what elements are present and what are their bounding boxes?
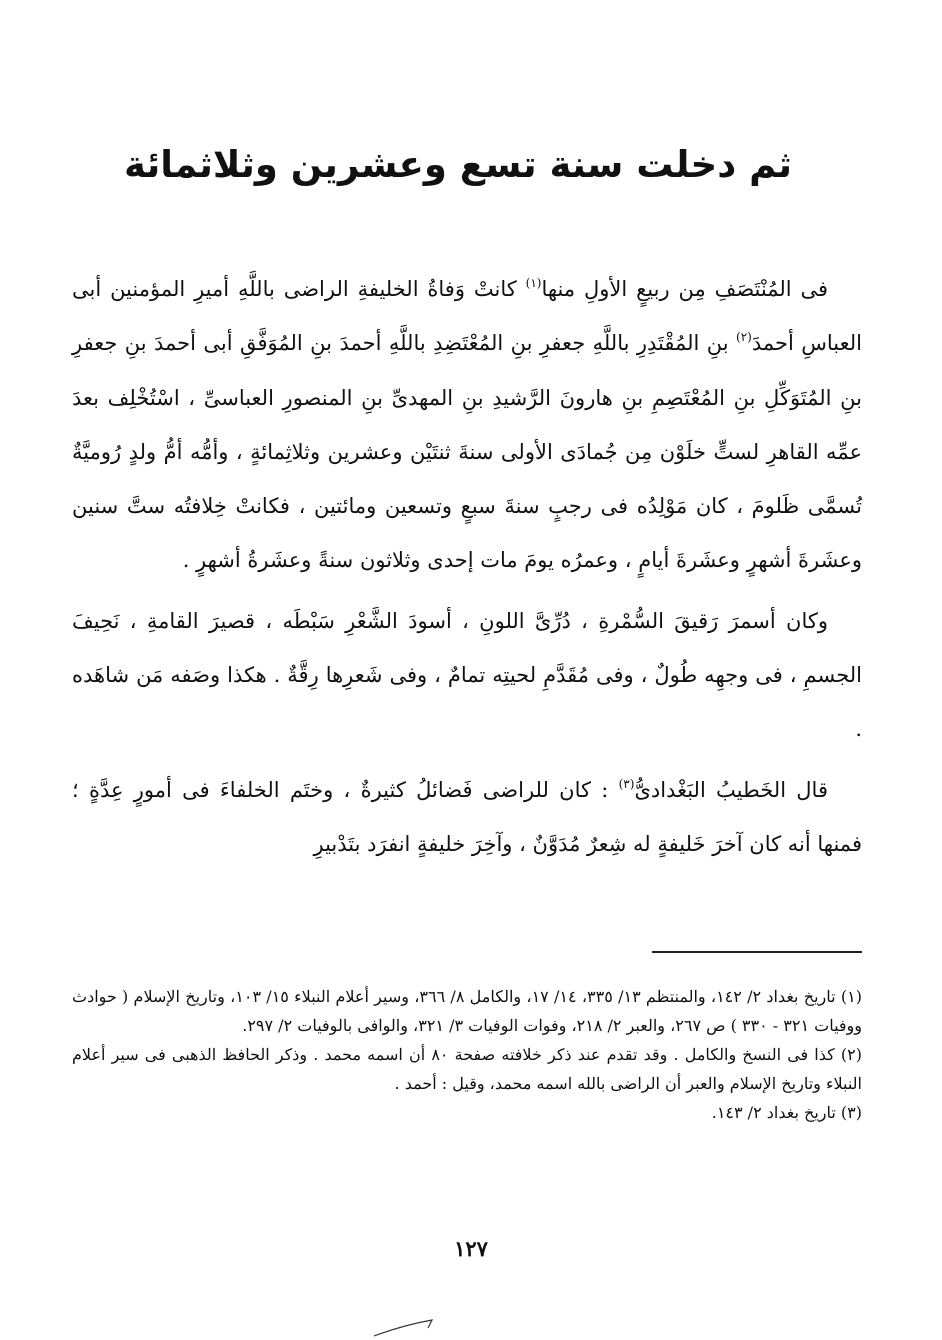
- footnote-2: (٢) كذا فى النسخ والكامل . وقد تقدم عند ذكر خلافته صفحة ٨٠ أن اسمه محمد . وذكر الحافظ الذهبى فى سير أعلام النبلاء وتاريخ الإسلام والعبر أن الراضى بالله اسمه محمد، وقيل : أحمد .: [72, 1045, 862, 1093]
- footnote-separator: [652, 951, 862, 953]
- pen-mark: [370, 1312, 440, 1340]
- footnote-ref-1[interactable]: (١): [525, 276, 542, 290]
- paragraph-1: [72, 262, 862, 588]
- paragraph-3-part-2: : كان للراضى فَضائلُ كثيرةٌ ، وختَم الخلفاءَ فى أمورٍ عِدَّةٍ ؛ فمنها أنه كان آخرَ خَليفةٍ له شِعرٌ مُدَوَّنٌ ، وآخِرَ خليفةٍ انفرَد بتَدْبيرِ: [72, 777, 862, 856]
- footnote-1: (١) تاريخ بغداد ٢/ ١٤٢، والمنتظم ١٣/ ٣٣٥، ١٤/ ١٧، والكامل ٨/ ٣٦٦، وسير أعلام النبلاء ١٥/ ١٠٣، وتاريخ الإسلام ( حوادث ووفيات ٣٢١ - ٣٣٠ ) ص ٢٦٧، والعبر ٢/ ٢١٨، وفوات الوفيات ٣/ ٣٢١، والوافى بالوفيات ٢/ ٢٩٧.: [72, 987, 862, 1035]
- paragraph-1-part-1: فى المُنْتَصَفِ مِن ربيعٍ الأولِ منها: [541, 277, 829, 301]
- footnote-ref-2[interactable]: (٢): [736, 330, 752, 345]
- main-text: [72, 262, 862, 871]
- paragraph-2: وكان أسمرَ رَقيقَ السُّمْرةِ ، دُرِّىَّ اللونِ ، أسودَ الشَّعْرِ سَبْطَه ، قصيرَ القامةِ ، نَحِيفَ الجسمِ ، فى وجهِه طُولٌ ، وفى مُقَدَّمِ لحيتِه تمامٌ ، وفى شَعرِها رِقَّةٌ . هكذا وصَفه مَن شاهَده .: [72, 608, 862, 742]
- paragraph-1-part-3: بنِ المُقْتَدِرِ باللَّهِ جعفرِ بنِ المُعْتَضِدِ باللَّهِ أحمدَ بنِ المُوَفَّقِ أبى أحمدَ بنِ جعفرِ بنِ المُتَوَكِّلِ بنِ المُعْتَصِمِ بنِ هارونَ الرَّشيدِ بنِ المهدىِّ بنِ المنصورِ العباسىِّ ، اسْتُخْلِف بعدَ عمِّه القاهرِ لستٍّ خلَوْن مِن جُمادَى الأولى سنةَ ثنتَيْن وعشرين وثلاثِمائةٍ ، وأمُّه أمُّ ولدٍ رُوميَّةٌ تُسمَّى ظَلومَ ، كان مَوْلِدُه فى رجبٍ سنةَ سبعٍ وتسعين ومائتين ، فكانتْ خِلافتُه ستَّ سنين وعشَرةَ أشهرٍ وعشَرةَ أيامٍ ، وعمرُه يومَ مات إحدى وثلاثون سنةً وعشَرةُ أشهرٍ .: [72, 331, 862, 573]
- footnotes: [72, 982, 862, 1127]
- page-number: ١٢٧: [454, 1236, 488, 1261]
- paragraph-1-part-2: كانتْ وَفاةُ الخليفةِ الراضى باللَّهِ أميرِ المؤمنين أبى العباسِ أحمدَ: [72, 277, 862, 356]
- paragraph-3: [72, 763, 862, 872]
- paragraph-3-part-1: قال الخَطيبُ البَغْدادىُّ: [634, 777, 828, 802]
- footnote-ref-3[interactable]: (٣): [618, 776, 635, 791]
- footnote-3: (٣) تاريخ بغداد ٢/ ١٤٣.: [711, 1103, 862, 1122]
- chapter-title: ثم دخلت سنة تسع وعشرين وثلاثمائة: [123, 143, 792, 186]
